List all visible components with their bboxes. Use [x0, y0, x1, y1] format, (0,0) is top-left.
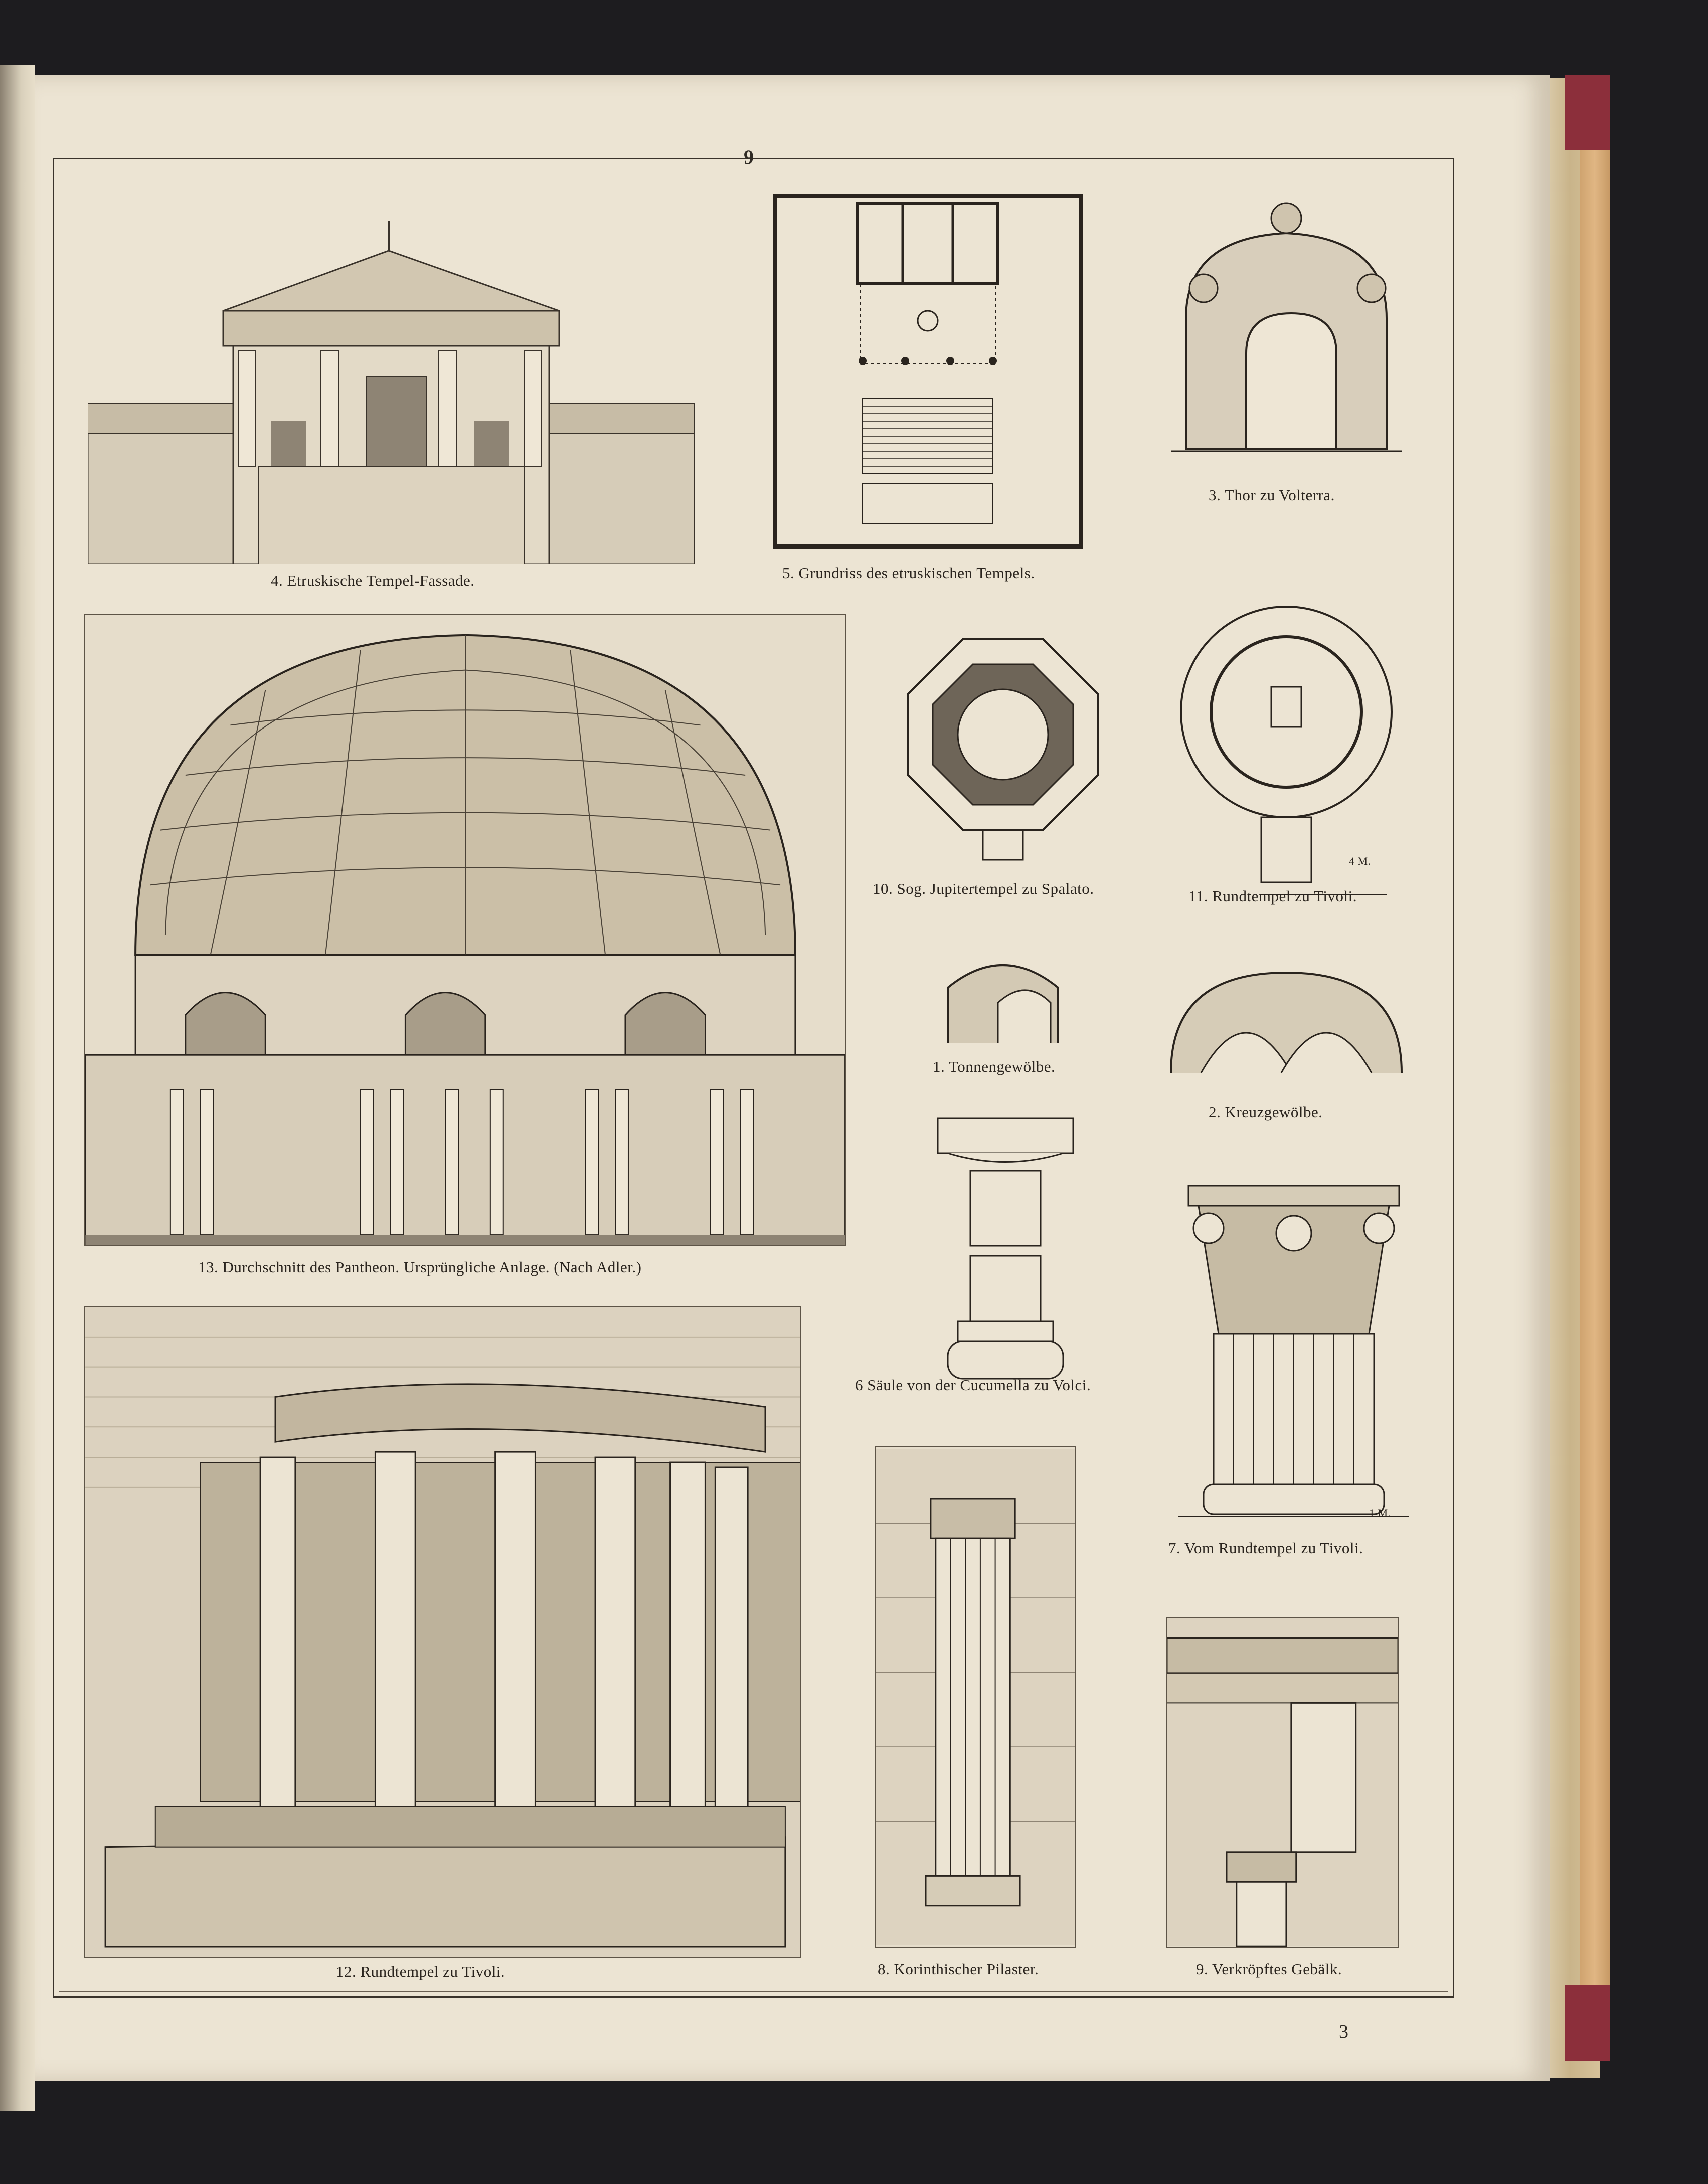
figure-tivoli-temple-view [84, 1306, 801, 1958]
figure-tivoli-plan [1176, 602, 1397, 897]
book-binding [1580, 150, 1610, 1985]
scale-label-fig11: 4 M. [1349, 855, 1371, 867]
figure-pantheon-section [84, 614, 846, 1246]
volterra-gate-drawing [1156, 188, 1417, 466]
figure-volterra-gate [1156, 188, 1417, 466]
caption-fig11: 11. Rundtempel zu Tivoli. [1188, 887, 1357, 905]
figure-barrel-vault [943, 948, 1063, 1045]
caption-fig10: 10. Sog. Jupitertempel zu Spalato. [873, 880, 1094, 897]
left-page-edge [0, 65, 35, 2111]
spalato-plan-drawing [903, 634, 1103, 865]
caption-fig6: 6 Säule von der Cucumella zu Volci. [855, 1376, 1091, 1394]
caption-fig1: 1. Tonnengewölbe. [933, 1058, 1056, 1075]
caption-fig5: 5. Grundriss des etruskischen Tempels. [782, 564, 1035, 582]
caption-fig4: 4. Etruskische Tempel-Fassade. [271, 572, 475, 589]
barrel-vault-drawing [943, 948, 1063, 1045]
caption-fig13: 13. Durchschnitt des Pantheon. Ursprüngliche Anlage. (Nach Adler.) [198, 1258, 642, 1276]
caption-fig8: 8. Korinthischer Pilaster. [878, 1960, 1039, 1978]
figure-cucumella-column [933, 1116, 1078, 1381]
figure-groin-vault [1166, 963, 1407, 1078]
cucumella-column-drawing [933, 1116, 1078, 1381]
caption-fig9: 9. Verkröpftes Gebälk. [1196, 1960, 1342, 1978]
figure-etruscan-temple-facade [88, 180, 695, 564]
groin-vault-drawing [1166, 963, 1407, 1078]
broken-entablature-drawing [1167, 1618, 1398, 1947]
folio-number: 3 [1339, 2021, 1348, 2042]
caption-fig7: 7. Vom Rundtempel zu Tivoli. [1168, 1539, 1363, 1557]
tivoli-plan-drawing [1176, 602, 1397, 897]
binding-corner-top [1565, 75, 1610, 150]
figure-corinthian-pilaster [875, 1446, 1076, 1948]
figure-broken-entablature [1166, 1617, 1399, 1948]
caption-fig2: 2. Kreuzgewölbe. [1209, 1103, 1323, 1121]
temple-facade-drawing [88, 180, 695, 564]
tivoli-capital-drawing [1178, 1183, 1409, 1519]
plate-number: 9 [744, 146, 754, 168]
scale-label-fig7: 1 M. [1369, 1507, 1391, 1519]
caption-fig3: 3. Thor zu Volterra. [1209, 486, 1335, 504]
tivoli-temple-drawing [85, 1307, 800, 1957]
figure-tivoli-capital [1178, 1183, 1409, 1519]
caption-fig12: 12. Rundtempel zu Tivoli. [336, 1963, 505, 1980]
figure-etruscan-temple-plan [772, 193, 1083, 549]
figure-spalato-plan [903, 634, 1103, 865]
corinthian-pilaster-drawing [876, 1447, 1075, 1947]
binding-corner-bottom [1565, 1985, 1610, 2061]
pantheon-section-drawing [85, 615, 845, 1245]
temple-plan-drawing [772, 193, 1083, 549]
